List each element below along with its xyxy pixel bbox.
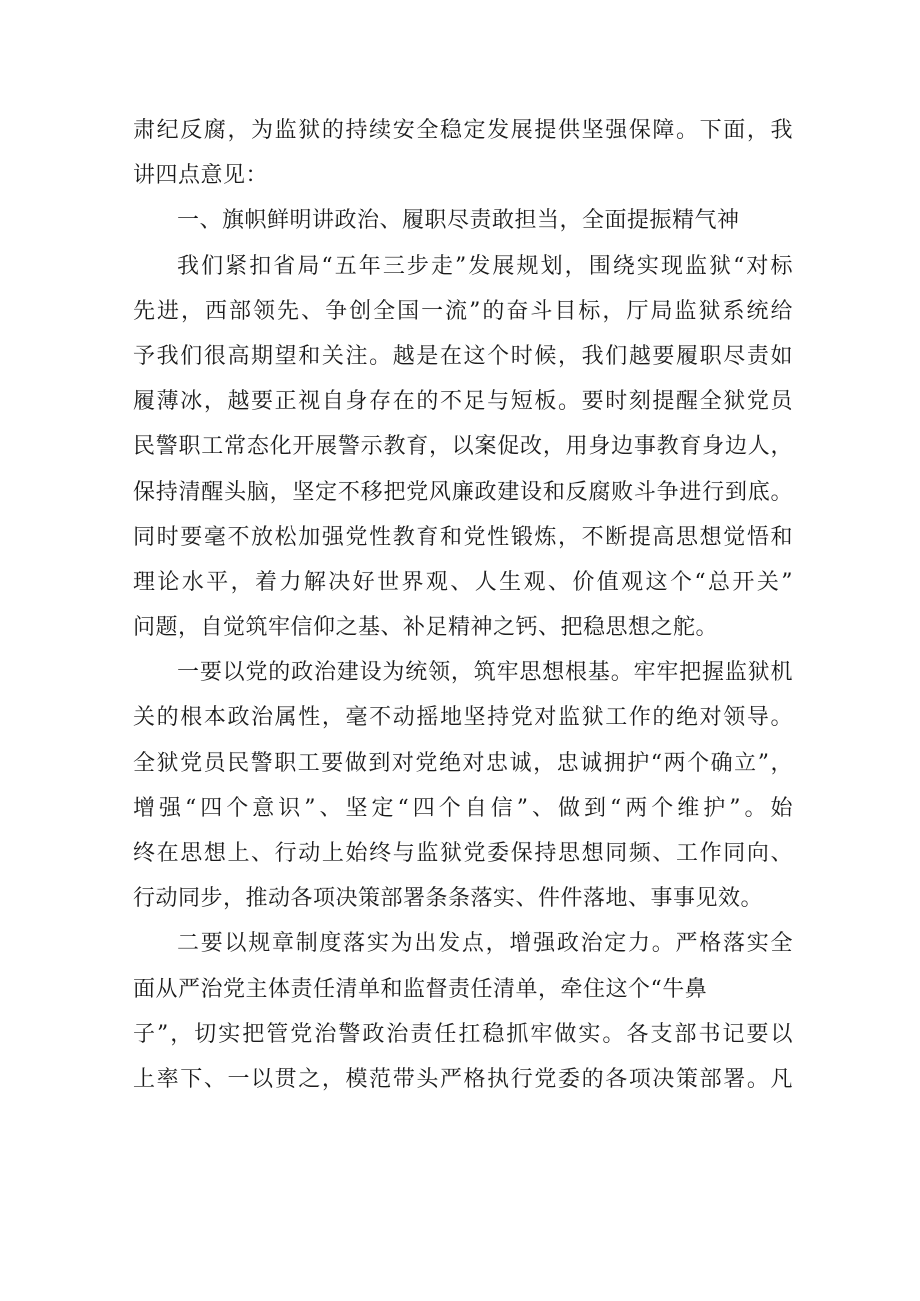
text-line: 履薄冰，越要正视自身存在的不足与短板。要时刻提醒全狱党员 bbox=[133, 389, 793, 415]
text-line: 先进，西部领先、争创全国一流”的奋斗目标，厅局监狱系统给 bbox=[133, 298, 793, 324]
text-line: 上率下、一以贯之，模范带头严格执行党委的各项决策部署。凡 bbox=[133, 1066, 793, 1092]
section-heading: 一、旗帜鲜明讲政治、履职尽责敢担当，全面提振精气神 bbox=[177, 208, 740, 234]
text-line: 民警职工常态化开展警示教育，以案促改，用身边事教育身边人， bbox=[133, 434, 793, 460]
text-line: 问题，自觉筑牢信仰之基、补足精神之钙、把稳思想之舵。 bbox=[133, 615, 719, 641]
text-line: 关的根本政治属性，毫不动摇地坚持党对监狱工作的绝对领导。 bbox=[133, 705, 793, 731]
text-line: 肃纪反腐，为监狱的持续安全稳定发展提供坚强保障。下面，我 bbox=[133, 118, 793, 143]
text-line: 保持清醒头脑，坚定不移把党风廉政建设和反腐败斗争进行到底。 bbox=[133, 479, 793, 505]
text-line: 全狱党员民警职工要做到对党绝对忠诚，忠诚拥护“两个确立”， bbox=[133, 750, 793, 776]
text-line: 子”，切实把管党治警政治责任扛稳抓牢做实。各支部书记要以 bbox=[133, 1021, 793, 1047]
text-line: 行动同步，推动各项决策部署条条落实、件件落地、事事见效。 bbox=[133, 886, 764, 912]
text-line: 一要以党的政治建设为统领，筑牢思想根基。牢牢把握监狱机 bbox=[177, 660, 793, 686]
text-line: 增强“四个意识”、坚定“四个自信”、做到“两个维护”。始 bbox=[133, 795, 793, 821]
text-line: 讲四点意见： bbox=[133, 163, 269, 189]
text-line: 理论水平，着力解决好世界观、人生观、价值观这个“总开关” bbox=[133, 569, 793, 595]
text-line: 我们紧扣省局“五年三步走”发展规划，围绕实现监狱“对标 bbox=[177, 253, 793, 279]
text-line: 面从严治党主体责任清单和监督责任清单，牵住这个“牛鼻 bbox=[133, 976, 708, 1002]
text-line: 同时要毫不放松加强党性教育和党性锻炼，不断提高思想觉悟和 bbox=[133, 524, 793, 550]
text-line: 予我们很高期望和关注。越是在这个时候，我们越要履职尽责如 bbox=[133, 343, 793, 369]
text-line: 终在思想上、行动上始终与监狱党委保持思想同频、工作同向、 bbox=[133, 841, 793, 866]
body-text bbox=[133, 108, 793, 1102]
text-line: 二要以规章制度落实为出发点，增强政治定力。严格落实全 bbox=[177, 931, 793, 957]
